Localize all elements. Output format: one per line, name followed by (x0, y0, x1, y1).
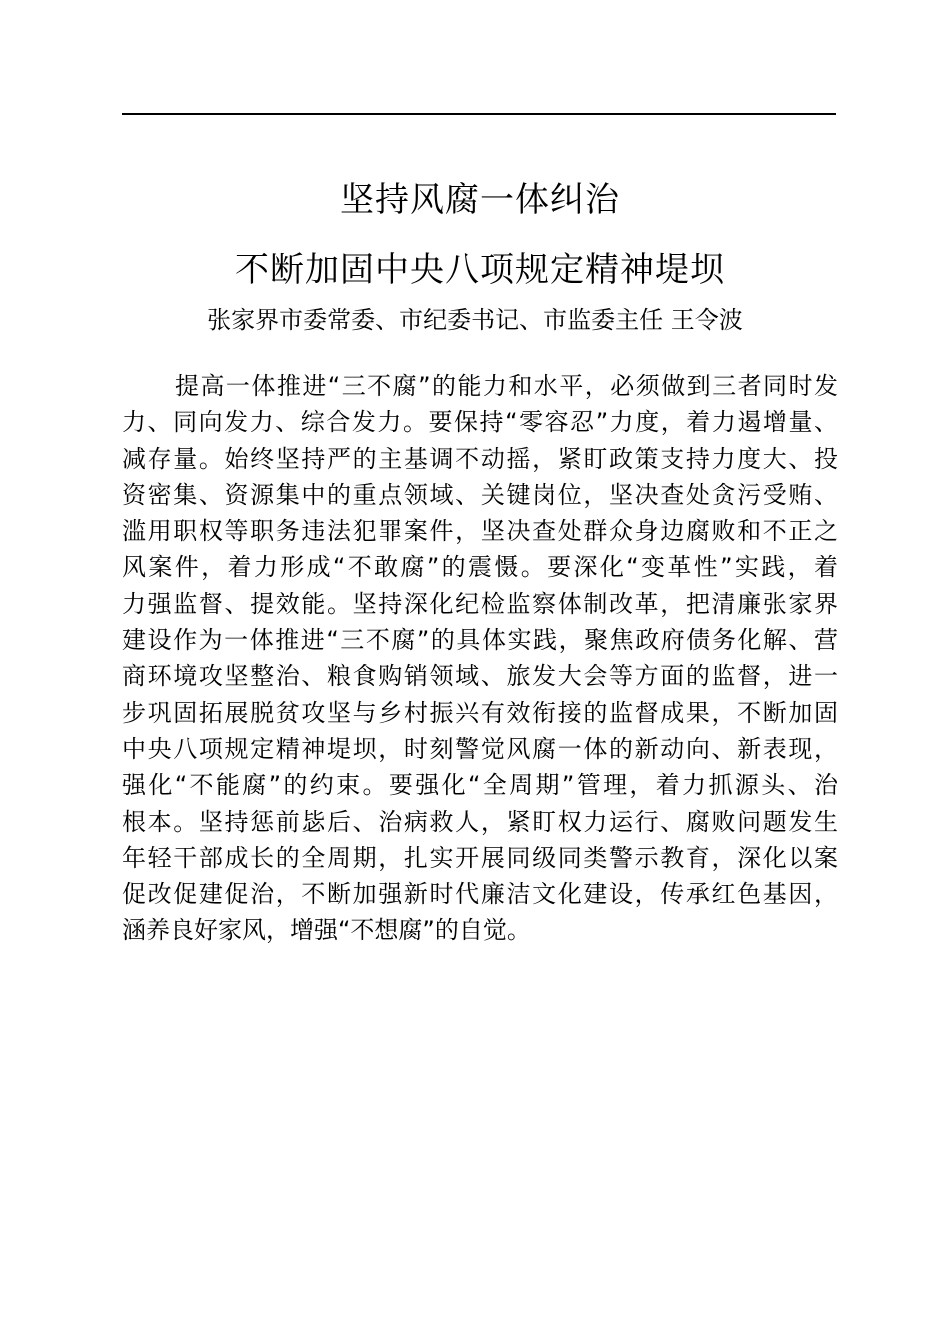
paragraph-line: 风案件，着力形成“不敢腐”的震慑。要深化“变革性”实践，着 (122, 553, 838, 582)
paragraph-line: 力强监督、提效能。坚持深化纪检监察体制改革，把清廉张家界 (122, 589, 838, 618)
paragraph-line: 涵养良好家风，增强“不想腐”的自觉。 (122, 916, 531, 945)
paragraph-line: 滥用职权等职务违法犯罪案件，坚决查处群众身边腐败和不正之 (122, 517, 838, 546)
author-byline: 张家界市委常委、市纪委书记、市监委主任 王令波 (207, 306, 743, 334)
paragraph-line: 商环境攻坚整治、粮食购销领域、旅发大会等方面的监督，进一 (122, 662, 838, 691)
paragraph-line: 提高一体推进“三不腐”的能力和水平，必须做到三者同时发 (175, 372, 838, 400)
title-line-1: 坚持风腐一体纠治 (340, 180, 620, 220)
paragraph-line: 资密集、资源集中的重点领域、关键岗位，坚决查处贪污受贿、 (122, 480, 838, 509)
paragraph-line: 减存量。始终坚持严的主基调不动摇，紧盯政策支持力度大、投 (122, 444, 838, 473)
paragraph-line: 根本。坚持惩前毖后、治病救人，紧盯权力运行、腐败问题发生 (122, 807, 838, 836)
paragraph-line: 力、同向发力、综合发力。要保持“零容忍”力度，着力遏增量、 (122, 408, 838, 437)
title-line-2: 不断加固中央八项规定精神堤坝 (235, 250, 725, 290)
body-paragraph (122, 368, 838, 949)
paragraph-line: 中央八项规定精神堤坝，时刻警觉风腐一体的新动向、新表现， (122, 734, 838, 763)
paragraph-line: 步巩固拓展脱贫攻坚与乡村振兴有效衔接的监督成果，不断加固 (122, 698, 838, 727)
paragraph-line: 年轻干部成长的全周期，扎实开展同级同类警示教育，深化以案 (122, 843, 838, 872)
paragraph-line: 建设作为一体推进“三不腐”的具体实践，聚焦政府债务化解、营 (122, 626, 838, 655)
header-rule (122, 113, 836, 115)
paragraph-line: 强化“不能腐”的约束。要强化“全周期”管理，着力抓源头、治 (122, 771, 838, 800)
paragraph-line: 促改促建促治，不断加强新时代廉洁文化建设，传承红色基因， (122, 880, 838, 909)
